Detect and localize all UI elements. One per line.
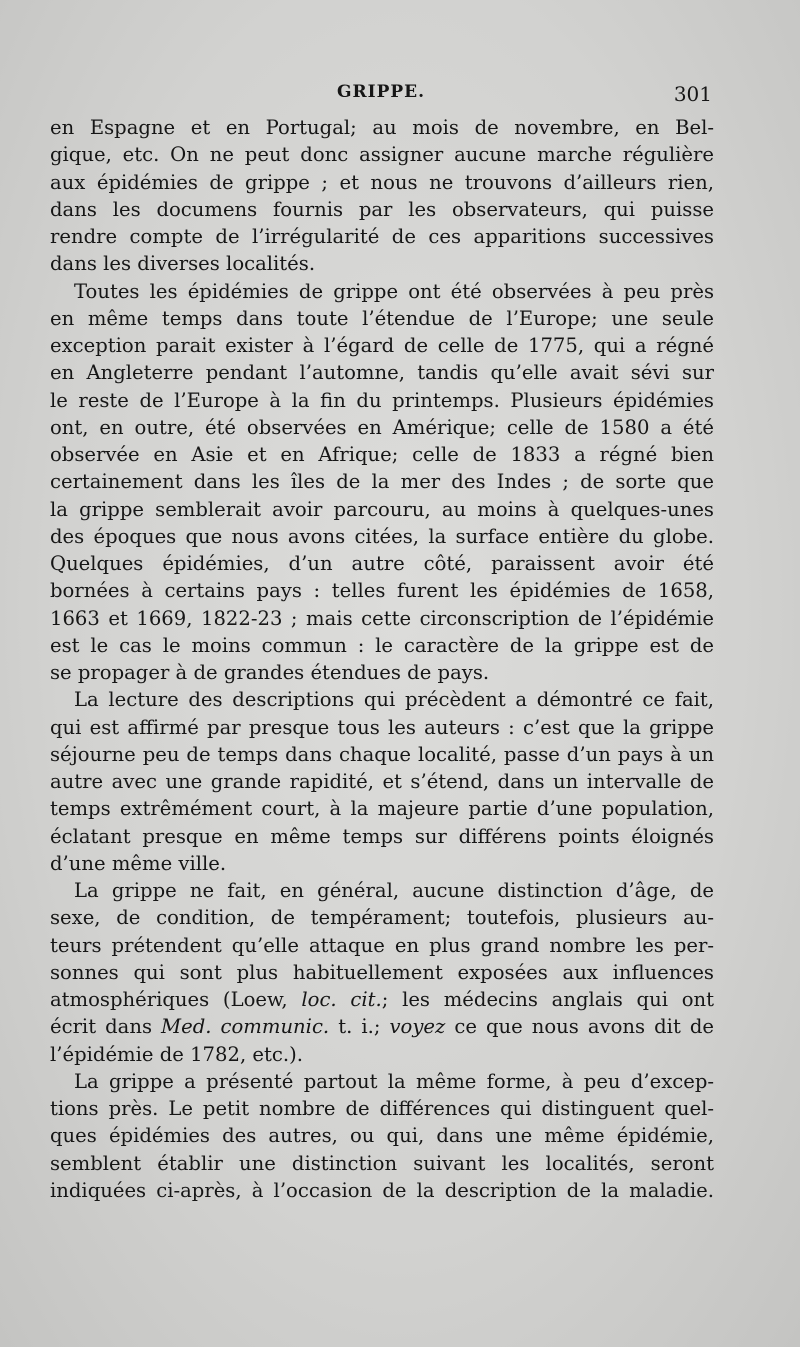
text-line: éclatant presque en même temps sur différens points éloignés [50,824,714,848]
italic-citation: loc. cit. [301,988,382,1011]
paragraph-start-line: La lecture des descriptions qui précèdent a démontré ce fait, [74,688,714,712]
text-line: certainement dans les îles de la mer des Indes ; de sorte que [50,470,714,494]
text-line: le reste de l’Europe à la fin du printemps. Plusieurs épidémies [50,388,714,412]
running-title: GRIPPE. [336,82,426,102]
text-segment: écrit dans [50,1015,162,1039]
text-segment: atmosphériques (Loew, [50,988,302,1011]
text-line: bornées à certains pays : telles furent les épidémies de 1658, [50,579,714,603]
paragraph-start-line: La grippe ne fait, en général, aucune distinction d’âge, de [74,879,714,902]
text-line: 1663 et 1669, 1822-23 ; mais cette circonscription de l’épidémie [50,606,714,630]
text-line: des époques que nous avons citées, la surface entière du globe. [50,524,714,548]
text-line: en même temps dans toute l’étendue de l’Europe; une seule [50,306,714,330]
text-line [50,986,714,1013]
text-line: ques épidémies des autres, ou qui, dans une même épidémie, [50,1124,714,1148]
text-line: gique, etc. On ne peut donc assigner aucune marche régulière [50,143,714,167]
text-line: sonnes qui sont plus habituellement exposées aux influences [50,960,714,984]
text-line: sexe, de condition, de tempérament; toutefois, plusieurs au- [50,906,714,930]
text-segment: t. i.; [329,1015,390,1039]
italic-citation: voyez [389,1015,446,1039]
text-line: rendre compte de l’irrégularité de ces apparitions successives [50,225,714,248]
text-line: l’épidémie de 1782, etc.). [50,1042,303,1066]
text-line: qui est affirmé par presque tous les auteurs : c’est que la grippe [50,715,714,739]
text-line: temps extrêmément court, à la majeure partie d’une population, [50,797,714,821]
text-line: autre avec une grande rapidité, et s’étend, dans un intervalle de [50,770,714,793]
text-line: Quelques épidémies, d’un autre côté, paraissent avoir été [50,552,714,575]
text-segment: ce que nous avons dit de [445,1015,714,1039]
text-line: aux épidémies de grippe ; et nous ne trouvons d’ailleurs rien, [50,170,714,194]
page-number: 301 [673,82,712,106]
paragraph-start-line: Toutes les épidémies de grippe ont été observées à peu près [74,279,714,303]
text-line: séjourne peu de temps dans chaque localité, passe d’un pays à un [50,742,714,766]
text-line: exception parait exister à l’égard de celle de 1775, qui a régné [50,334,714,357]
text-line: en Espagne et en Portugal; au mois de novembre, en Bel- [50,116,714,139]
text-line: la grippe semblerait avoir parcouru, au moins à quelques-unes [50,497,714,521]
body-text [50,114,714,1204]
page-header [50,82,712,112]
text-line: tions près. Le petit nombre de différences qui distinguent quel- [50,1097,714,1120]
text-line: en Angleterre pendant l’automne, tandis qu’elle avait sévi sur [50,361,714,385]
text-line [50,1013,714,1040]
text-line: semblent établir une distinction suivant les localités, seront [50,1151,714,1175]
text-segment: ; les médecins anglais qui ont [381,988,714,1011]
text-line: dans les documens fournis par les observateurs, qui puisse [50,197,714,221]
text-line: teurs prétendent qu’elle attaque en plus grand nombre les per- [50,933,714,957]
italic-citation: Med. communic. [161,1015,330,1039]
text-line: se propager à de grandes étendues de pays. [50,661,490,684]
text-line: ont, en outre, été observées en Amérique; celle de 1580 a été [50,415,714,439]
paragraph-start-line: La grippe a présenté partout la même forme, à peu d’excep- [74,1069,714,1093]
text-line: observée en Asie et en Afrique; celle de 1833 a régné bien [50,443,714,466]
text-line: indiquées ci-après, à l’occasion de la description de la maladie. [50,1178,714,1202]
text-line: est le cas le moins commun : le caractère de la grippe est de [50,633,714,657]
text-line: d’une même ville. [50,851,227,875]
text-line: dans les diverses localités. [50,252,316,276]
